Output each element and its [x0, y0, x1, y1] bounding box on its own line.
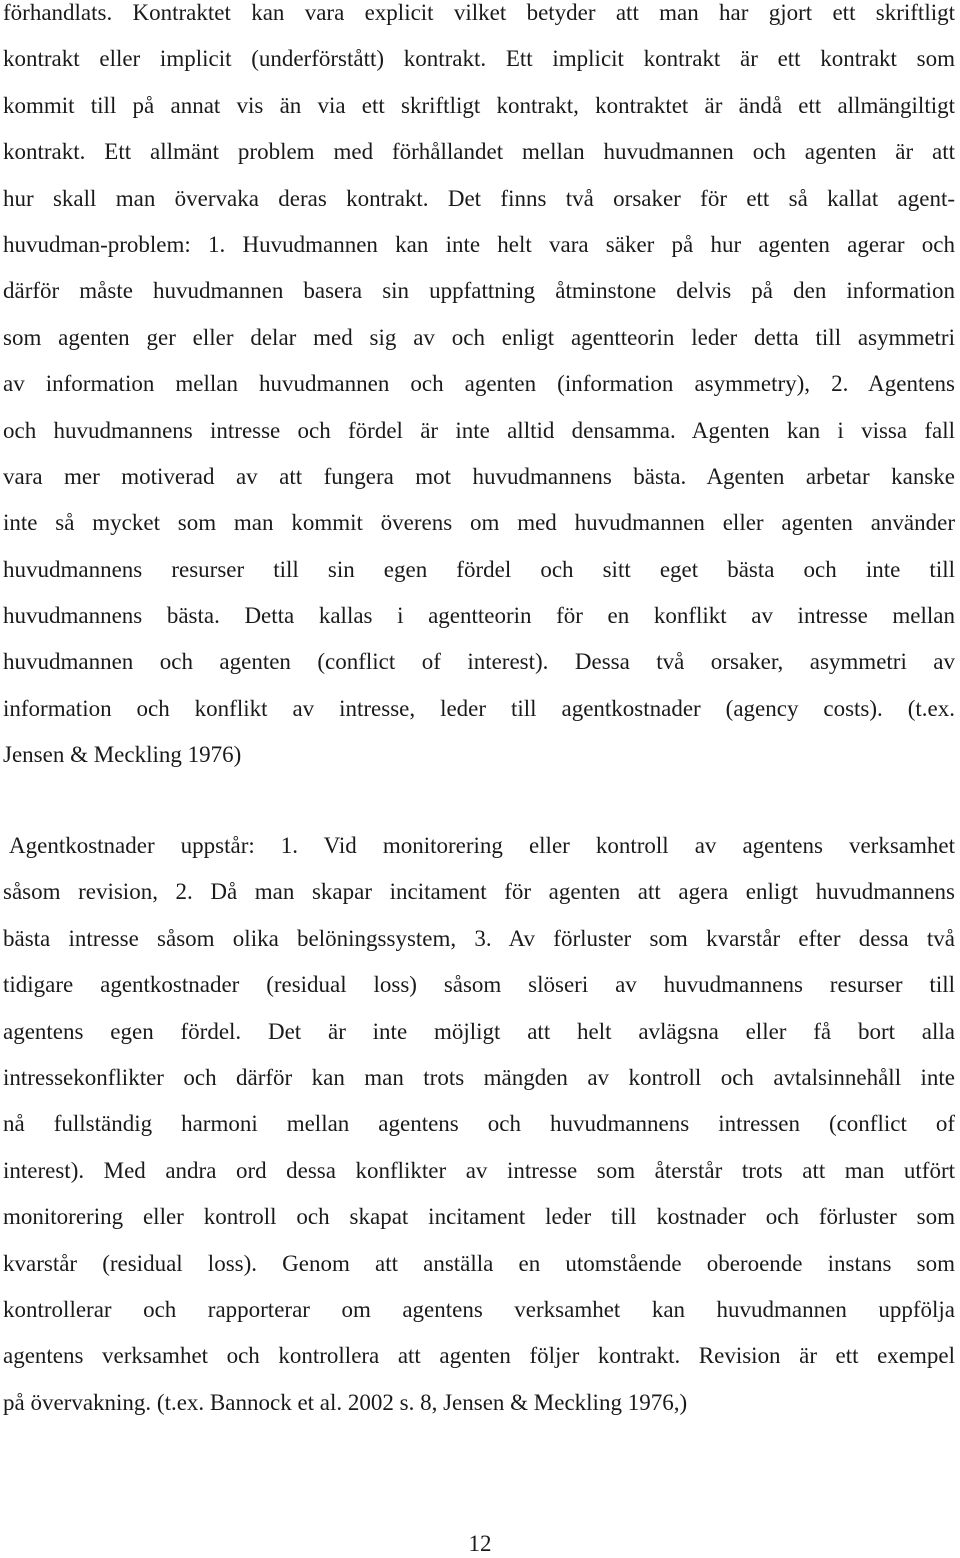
text-line: agentens verksamhet och kontrollera att agenten följer kontrakt. Revision är ett exempel — [3, 1343, 955, 1369]
text-line: information och konflikt av intresse, leder till agentkostnader (agency costs). (t.ex. — [3, 695, 955, 721]
text-line: nå fullständig harmoni mellan agentens och huvudmannens intressen (conflict of — [3, 1111, 955, 1137]
text-line: förhandlats. Kontraktet kan vara explicit vilket betyder att man har gjort ett skriftligt — [3, 0, 955, 25]
text-line: monitorering eller kontroll och skapat incitament leder till kostnader och förluster som — [3, 1204, 955, 1230]
text-line: kommit till på annat vis än via ett skriftligt kontrakt, kontraktet är ändå ett allmängiltigt — [3, 92, 955, 118]
text-line: huvudmannen och agenten (conflict of interest). Dessa två orsaker, asymmetri av — [3, 649, 955, 675]
text-line: därför måste huvudmannen basera sin uppfattning åtminstone delvis på den information — [3, 278, 955, 304]
text-line: på övervakning. (t.ex. Bannock et al. 2002 s. 8, Jensen & Meckling 1976,) — [3, 1389, 688, 1415]
text-line: hur skall man övervaka deras kontrakt. Det finns två orsaker för ett så kallat agent- — [3, 185, 955, 211]
text-line: kvarstår (residual loss). Genom att anställa en utomstående oberoende instans som — [3, 1250, 955, 1276]
text-line: kontrollerar och rapporterar om agentens verksamhet kan huvudmannen uppfölja — [3, 1296, 955, 1322]
text-line: intressekonflikter och därför kan man trots mängden av kontroll och avtalsinnehåll inte — [3, 1064, 955, 1090]
text-line: och huvudmannens intresse och fördel är inte alltid densamma. Agenten kan i vissa fall — [3, 417, 955, 443]
text-line: Agentkostnader uppstår: 1. Vid monitorering eller kontroll av agentens verksamhet — [9, 833, 955, 858]
text-line: tidigare agentkostnader (residual loss) såsom slöseri av huvudmannens resurser till — [3, 972, 955, 998]
text-line: huvudman-problem: 1. Huvudmannen kan inte helt vara säker på hur agenten agerar och — [3, 231, 955, 257]
text-line: kontrakt eller implicit (underförstått) kontrakt. Ett implicit kontrakt är ett kontrakt som — [3, 46, 955, 72]
text-line: inte så mycket som man kommit överens om med huvudmannen eller agenten använder — [3, 510, 955, 536]
text-line: huvudmannens bästa. Detta kallas i agentteorin för en konflikt av intresse mellan — [3, 603, 955, 629]
paragraph-agency-costs — [3, 823, 955, 1426]
text-line: såsom revision, 2. Då man skapar incitament för agenten att agera enligt huvudmannens — [3, 879, 955, 905]
text-line: agentens egen fördel. Det är inte möjligt att helt avlägsna eller få bort alla — [3, 1018, 955, 1044]
page-number: 12 — [468, 1531, 492, 1556]
text-line: som agenten ger eller delar med sig av och enligt agentteorin leder detta till asymmetri — [3, 324, 955, 350]
text-line: av information mellan huvudmannen och agenten (information asymmetry), 2. Agentens — [3, 371, 955, 397]
text-line: Jensen & Meckling 1976) — [3, 742, 242, 768]
paragraph-agency-problem — [3, 0, 955, 779]
text-line: kontrakt. Ett allmänt problem med förhållandet mellan huvudmannen och agenten är att — [3, 139, 955, 165]
text-line: bästa intresse såsom olika belöningssystem, 3. Av förluster som kvarstår efter dessa två — [3, 925, 955, 951]
text-line: huvudmannens resurser till sin egen fördel och sitt eget bästa och inte till — [3, 556, 955, 582]
text-line: interest). Med andra ord dessa konflikter av intresse som återstår trots att man utfört — [3, 1157, 955, 1183]
text-line: vara mer motiverad av att fungera mot huvudmannens bästa. Agenten arbetar kanske — [3, 463, 955, 489]
